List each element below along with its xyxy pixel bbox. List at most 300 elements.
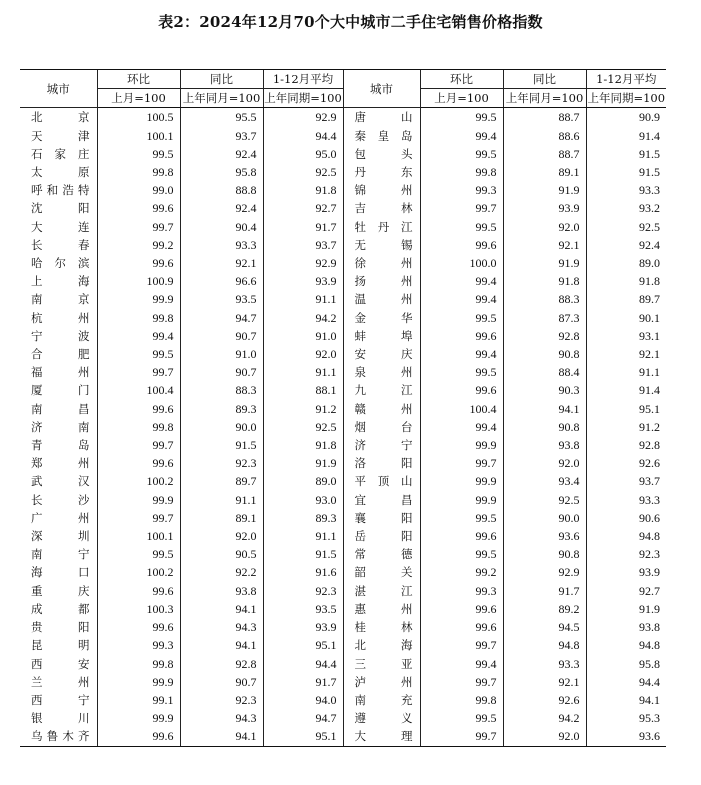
yoy-value: 92.8 bbox=[180, 655, 263, 673]
avg-value: 90.6 bbox=[586, 509, 666, 527]
city-name: 常德 bbox=[343, 545, 420, 563]
mom-value: 99.2 bbox=[97, 236, 180, 254]
city-name: 温州 bbox=[343, 290, 420, 308]
city-name: 北京 bbox=[31, 110, 90, 125]
avg-value: 92.4 bbox=[586, 236, 666, 254]
yoy-value: 90.0 bbox=[180, 418, 263, 436]
table-row bbox=[20, 309, 666, 327]
yoy-value: 88.8 bbox=[180, 181, 263, 199]
yoy-value: 92.5 bbox=[503, 491, 586, 509]
yoy-value: 93.4 bbox=[503, 472, 586, 490]
avg-value: 95.1 bbox=[263, 636, 343, 654]
table-row bbox=[20, 108, 666, 127]
table-row bbox=[20, 272, 666, 290]
yoy-value: 89.1 bbox=[180, 509, 263, 527]
city-name: 丹东 bbox=[343, 163, 420, 181]
table-row bbox=[20, 709, 666, 727]
city-name: 襄阳 bbox=[343, 509, 420, 527]
mom-value: 99.6 bbox=[97, 727, 180, 746]
header-avg: 1-12月平均 bbox=[263, 70, 343, 89]
mom-value: 99.4 bbox=[420, 127, 503, 145]
mom-value: 99.3 bbox=[420, 181, 503, 199]
yoy-value: 89.3 bbox=[180, 400, 263, 418]
city-name: 沈阳 bbox=[31, 201, 90, 216]
table-row bbox=[20, 582, 666, 600]
city-name: 秦皇岛 bbox=[343, 127, 420, 145]
avg-value: 92.5 bbox=[586, 218, 666, 236]
avg-value: 93.5 bbox=[263, 600, 343, 618]
avg-value: 92.7 bbox=[586, 582, 666, 600]
avg-value: 91.5 bbox=[586, 163, 666, 181]
mom-value: 99.5 bbox=[420, 363, 503, 381]
header-avg-base: 上年同期=100 bbox=[586, 89, 666, 108]
price-index-table bbox=[20, 69, 666, 747]
avg-value: 92.5 bbox=[263, 163, 343, 181]
yoy-value: 95.8 bbox=[180, 163, 263, 181]
city-name: 徐州 bbox=[343, 254, 420, 272]
avg-value: 94.2 bbox=[263, 309, 343, 327]
table-row bbox=[20, 236, 666, 254]
table-body bbox=[20, 108, 666, 746]
mom-value: 99.9 bbox=[97, 290, 180, 308]
yoy-value: 92.9 bbox=[503, 563, 586, 581]
yoy-value: 90.0 bbox=[503, 509, 586, 527]
yoy-value: 91.9 bbox=[503, 254, 586, 272]
table-row bbox=[20, 691, 666, 709]
city-name: 呼和浩特 bbox=[31, 183, 90, 198]
avg-value: 90.9 bbox=[586, 108, 666, 127]
city-name: 北海 bbox=[343, 636, 420, 654]
yoy-value: 92.4 bbox=[180, 145, 263, 163]
yoy-value: 91.0 bbox=[180, 345, 263, 363]
yoy-value: 93.5 bbox=[180, 290, 263, 308]
yoy-value: 94.8 bbox=[503, 636, 586, 654]
city-name: 韶关 bbox=[343, 563, 420, 581]
table-row bbox=[20, 527, 666, 545]
avg-value: 95.0 bbox=[263, 145, 343, 163]
mom-value: 99.4 bbox=[420, 655, 503, 673]
mom-value: 99.5 bbox=[97, 145, 180, 163]
city-name: 扬州 bbox=[343, 272, 420, 290]
city-name: 南充 bbox=[343, 691, 420, 709]
yoy-value: 93.9 bbox=[503, 199, 586, 217]
avg-value: 91.9 bbox=[586, 600, 666, 618]
yoy-value: 92.1 bbox=[503, 673, 586, 691]
avg-value: 92.1 bbox=[586, 345, 666, 363]
avg-value: 89.0 bbox=[263, 472, 343, 490]
avg-value: 94.4 bbox=[586, 673, 666, 691]
yoy-value: 93.3 bbox=[503, 655, 586, 673]
yoy-value: 88.7 bbox=[503, 145, 586, 163]
mom-value: 99.8 bbox=[420, 163, 503, 181]
city-name: 银川 bbox=[31, 711, 90, 726]
table-row bbox=[20, 127, 666, 145]
avg-value: 89.3 bbox=[263, 509, 343, 527]
avg-value: 92.8 bbox=[586, 436, 666, 454]
table-row bbox=[20, 163, 666, 181]
city-name: 乌鲁木齐 bbox=[20, 727, 97, 746]
city-name: 湛江 bbox=[343, 582, 420, 600]
avg-value: 93.8 bbox=[586, 618, 666, 636]
mom-value: 99.0 bbox=[97, 181, 180, 199]
yoy-value: 88.3 bbox=[503, 290, 586, 308]
mom-value: 99.1 bbox=[97, 691, 180, 709]
avg-value: 91.4 bbox=[586, 381, 666, 399]
avg-value: 93.3 bbox=[586, 491, 666, 509]
city-name: 成都 bbox=[31, 601, 90, 616]
city-name: 牡丹江 bbox=[343, 218, 420, 236]
mom-value: 99.8 bbox=[97, 309, 180, 327]
avg-value: 91.8 bbox=[586, 272, 666, 290]
table-row bbox=[20, 509, 666, 527]
yoy-value: 94.1 bbox=[180, 600, 263, 618]
avg-value: 91.1 bbox=[263, 363, 343, 381]
yoy-value: 92.3 bbox=[180, 454, 263, 472]
city-name: 惠州 bbox=[343, 600, 420, 618]
city-name: 洛阳 bbox=[343, 454, 420, 472]
yoy-value: 92.1 bbox=[503, 236, 586, 254]
mom-value: 99.7 bbox=[97, 218, 180, 236]
city-name: 海口 bbox=[31, 565, 90, 580]
avg-value: 91.2 bbox=[586, 418, 666, 436]
yoy-value: 88.4 bbox=[503, 363, 586, 381]
avg-value: 89.0 bbox=[586, 254, 666, 272]
yoy-value: 92.2 bbox=[180, 563, 263, 581]
city-name: 太原 bbox=[31, 165, 90, 180]
city-name: 武汉 bbox=[31, 474, 90, 489]
city-name: 长沙 bbox=[31, 492, 90, 507]
mom-value: 99.7 bbox=[97, 363, 180, 381]
header-city: 城市 bbox=[343, 70, 420, 108]
mom-value: 99.6 bbox=[97, 199, 180, 217]
avg-value: 91.1 bbox=[263, 290, 343, 308]
mom-value: 99.6 bbox=[420, 327, 503, 345]
city-name: 安庆 bbox=[343, 345, 420, 363]
city-name: 福州 bbox=[31, 365, 90, 380]
mom-value: 100.5 bbox=[97, 108, 180, 127]
yoy-value: 90.8 bbox=[503, 345, 586, 363]
mom-value: 99.5 bbox=[420, 509, 503, 527]
city-name: 青岛 bbox=[31, 438, 90, 453]
page-title: 表2：2024年12月70个大中城市二手住宅销售价格指数 bbox=[158, 13, 543, 31]
header-yoy-base: 上年同月=100 bbox=[180, 89, 263, 108]
city-name: 杭州 bbox=[31, 310, 90, 325]
avg-value: 95.3 bbox=[586, 709, 666, 727]
city-name: 厦门 bbox=[31, 383, 90, 398]
city-name: 济南 bbox=[31, 419, 90, 434]
yoy-value: 92.8 bbox=[503, 327, 586, 345]
mom-value: 99.5 bbox=[97, 545, 180, 563]
avg-value: 92.9 bbox=[263, 254, 343, 272]
city-name: 岳阳 bbox=[343, 527, 420, 545]
city-name: 合肥 bbox=[31, 347, 90, 362]
mom-value: 99.6 bbox=[97, 254, 180, 272]
avg-value: 91.8 bbox=[263, 436, 343, 454]
table-row bbox=[20, 290, 666, 308]
avg-value: 94.8 bbox=[586, 527, 666, 545]
mom-value: 99.6 bbox=[420, 527, 503, 545]
avg-value: 92.3 bbox=[263, 582, 343, 600]
mom-value: 99.9 bbox=[97, 709, 180, 727]
table-row bbox=[20, 145, 666, 163]
mom-value: 99.6 bbox=[97, 454, 180, 472]
mom-value: 99.7 bbox=[420, 673, 503, 691]
mom-value: 99.7 bbox=[97, 436, 180, 454]
mom-value: 100.3 bbox=[97, 600, 180, 618]
avg-value: 94.7 bbox=[263, 709, 343, 727]
city-name: 上海 bbox=[31, 274, 90, 289]
header-yoy-base: 上年同月=100 bbox=[503, 89, 586, 108]
yoy-value: 94.1 bbox=[180, 727, 263, 746]
yoy-value: 90.7 bbox=[180, 327, 263, 345]
mom-value: 99.4 bbox=[420, 290, 503, 308]
mom-value: 99.9 bbox=[420, 472, 503, 490]
mom-value: 99.7 bbox=[420, 199, 503, 217]
mom-value: 99.7 bbox=[420, 636, 503, 654]
mom-value: 99.8 bbox=[97, 163, 180, 181]
city-name: 济宁 bbox=[343, 436, 420, 454]
avg-value: 95.1 bbox=[586, 400, 666, 418]
yoy-value: 91.9 bbox=[503, 181, 586, 199]
city-name: 长春 bbox=[31, 237, 90, 252]
mom-value: 100.4 bbox=[97, 381, 180, 399]
avg-value: 92.7 bbox=[263, 199, 343, 217]
avg-value: 92.3 bbox=[586, 545, 666, 563]
yoy-value: 92.0 bbox=[503, 727, 586, 746]
avg-value: 93.9 bbox=[263, 618, 343, 636]
avg-value: 91.1 bbox=[586, 363, 666, 381]
avg-value: 93.9 bbox=[263, 272, 343, 290]
yoy-value: 90.5 bbox=[180, 545, 263, 563]
city-name: 唐山 bbox=[343, 108, 420, 127]
city-name: 郑州 bbox=[31, 456, 90, 471]
yoy-value: 94.2 bbox=[503, 709, 586, 727]
yoy-value: 87.3 bbox=[503, 309, 586, 327]
mom-value: 100.2 bbox=[97, 563, 180, 581]
mom-value: 99.4 bbox=[97, 327, 180, 345]
yoy-value: 93.3 bbox=[180, 236, 263, 254]
yoy-value: 94.7 bbox=[180, 309, 263, 327]
mom-value: 99.4 bbox=[420, 345, 503, 363]
city-name: 遵义 bbox=[343, 709, 420, 727]
avg-value: 92.5 bbox=[263, 418, 343, 436]
avg-value: 91.6 bbox=[263, 563, 343, 581]
avg-value: 91.5 bbox=[263, 545, 343, 563]
yoy-value: 88.3 bbox=[180, 381, 263, 399]
mom-value: 99.2 bbox=[420, 563, 503, 581]
avg-value: 89.7 bbox=[586, 290, 666, 308]
table-row bbox=[20, 436, 666, 454]
mom-value: 99.6 bbox=[420, 618, 503, 636]
city-name: 包头 bbox=[343, 145, 420, 163]
yoy-value: 91.8 bbox=[503, 272, 586, 290]
yoy-value: 90.4 bbox=[180, 218, 263, 236]
table-row bbox=[20, 418, 666, 436]
yoy-value: 90.8 bbox=[503, 418, 586, 436]
table-row bbox=[20, 673, 666, 691]
mom-value: 99.8 bbox=[97, 655, 180, 673]
yoy-value: 92.0 bbox=[180, 527, 263, 545]
yoy-value: 94.3 bbox=[180, 709, 263, 727]
table-row bbox=[20, 381, 666, 399]
city-name: 贵阳 bbox=[31, 620, 90, 635]
city-name: 深圳 bbox=[31, 529, 90, 544]
avg-value: 92.6 bbox=[586, 454, 666, 472]
table-row bbox=[20, 618, 666, 636]
yoy-value: 91.7 bbox=[503, 582, 586, 600]
table-row bbox=[20, 363, 666, 381]
mom-value: 99.9 bbox=[420, 491, 503, 509]
header-city: 城市 bbox=[20, 70, 97, 108]
city-name: 天津 bbox=[31, 128, 90, 143]
yoy-value: 91.5 bbox=[180, 436, 263, 454]
city-name: 重庆 bbox=[31, 583, 90, 598]
mom-value: 99.6 bbox=[420, 381, 503, 399]
yoy-value: 91.1 bbox=[180, 491, 263, 509]
yoy-value: 89.7 bbox=[180, 472, 263, 490]
city-name: 烟台 bbox=[343, 418, 420, 436]
avg-value: 93.0 bbox=[263, 491, 343, 509]
yoy-value: 89.1 bbox=[503, 163, 586, 181]
yoy-value: 89.2 bbox=[503, 600, 586, 618]
table-row bbox=[20, 199, 666, 217]
city-name: 宜昌 bbox=[343, 491, 420, 509]
mom-value: 100.9 bbox=[97, 272, 180, 290]
avg-value: 94.1 bbox=[586, 691, 666, 709]
avg-value: 93.6 bbox=[586, 727, 666, 746]
yoy-value: 93.8 bbox=[503, 436, 586, 454]
city-name: 桂林 bbox=[343, 618, 420, 636]
avg-value: 93.7 bbox=[263, 236, 343, 254]
mom-value: 100.1 bbox=[97, 127, 180, 145]
yoy-value: 94.3 bbox=[180, 618, 263, 636]
mom-value: 99.5 bbox=[420, 218, 503, 236]
yoy-value: 88.7 bbox=[503, 108, 586, 127]
mom-value: 99.4 bbox=[420, 418, 503, 436]
city-name: 昆明 bbox=[31, 638, 90, 653]
yoy-value: 92.1 bbox=[180, 254, 263, 272]
yoy-value: 96.6 bbox=[180, 272, 263, 290]
city-name: 大连 bbox=[31, 219, 90, 234]
yoy-value: 93.6 bbox=[503, 527, 586, 545]
header-mom-base: 上月=100 bbox=[97, 89, 180, 108]
avg-value: 94.4 bbox=[263, 127, 343, 145]
mom-value: 99.7 bbox=[420, 727, 503, 746]
mom-value: 99.5 bbox=[420, 709, 503, 727]
city-name: 大理 bbox=[343, 727, 420, 746]
yoy-value: 90.8 bbox=[503, 545, 586, 563]
city-name: 锦州 bbox=[343, 181, 420, 199]
avg-value: 91.9 bbox=[263, 454, 343, 472]
header-avg: 1-12月平均 bbox=[586, 70, 666, 89]
mom-value: 99.6 bbox=[97, 618, 180, 636]
yoy-value: 94.1 bbox=[180, 636, 263, 654]
yoy-value: 90.7 bbox=[180, 363, 263, 381]
city-name: 南宁 bbox=[31, 547, 90, 562]
avg-value: 91.7 bbox=[263, 673, 343, 691]
mom-value: 99.6 bbox=[97, 400, 180, 418]
avg-value: 93.3 bbox=[586, 181, 666, 199]
city-name: 金华 bbox=[343, 309, 420, 327]
city-name: 九江 bbox=[343, 381, 420, 399]
avg-value: 93.7 bbox=[586, 472, 666, 490]
table-row bbox=[20, 491, 666, 509]
city-name: 泉州 bbox=[343, 363, 420, 381]
mom-value: 99.8 bbox=[97, 418, 180, 436]
avg-value: 94.0 bbox=[263, 691, 343, 709]
avg-value: 94.8 bbox=[586, 636, 666, 654]
yoy-value: 92.6 bbox=[503, 691, 586, 709]
table-row bbox=[20, 655, 666, 673]
yoy-value: 92.4 bbox=[180, 199, 263, 217]
mom-value: 99.9 bbox=[420, 436, 503, 454]
table-row bbox=[20, 400, 666, 418]
city-name: 广州 bbox=[31, 510, 90, 525]
header-mom: 环比 bbox=[97, 70, 180, 89]
mom-value: 100.2 bbox=[97, 472, 180, 490]
city-name: 平顶山 bbox=[343, 472, 420, 490]
avg-value: 95.8 bbox=[586, 655, 666, 673]
city-name: 石家庄 bbox=[31, 146, 90, 161]
mom-value: 99.5 bbox=[420, 145, 503, 163]
city-name: 兰州 bbox=[31, 674, 90, 689]
city-name: 南京 bbox=[31, 292, 90, 307]
yoy-value: 95.5 bbox=[180, 108, 263, 127]
table-row bbox=[20, 218, 666, 236]
mom-value: 99.7 bbox=[97, 509, 180, 527]
mom-value: 99.4 bbox=[420, 272, 503, 290]
city-name: 吉林 bbox=[343, 199, 420, 217]
avg-value: 88.1 bbox=[263, 381, 343, 399]
mom-value: 99.5 bbox=[420, 108, 503, 127]
header-mom-base: 上月=100 bbox=[420, 89, 503, 108]
yoy-value: 88.6 bbox=[503, 127, 586, 145]
mom-value: 99.3 bbox=[97, 636, 180, 654]
mom-value: 99.6 bbox=[420, 600, 503, 618]
mom-value: 100.4 bbox=[420, 400, 503, 418]
yoy-value: 90.7 bbox=[180, 673, 263, 691]
city-name: 泸州 bbox=[343, 673, 420, 691]
table-row bbox=[20, 181, 666, 199]
city-name: 赣州 bbox=[343, 400, 420, 418]
city-name: 南昌 bbox=[31, 401, 90, 416]
avg-value: 92.0 bbox=[263, 345, 343, 363]
city-name: 宁波 bbox=[31, 328, 90, 343]
mom-value: 99.9 bbox=[97, 491, 180, 509]
table-row bbox=[20, 254, 666, 272]
yoy-value: 92.0 bbox=[503, 454, 586, 472]
mom-value: 99.5 bbox=[97, 345, 180, 363]
table-row bbox=[20, 636, 666, 654]
yoy-value: 92.3 bbox=[180, 691, 263, 709]
avg-value: 91.4 bbox=[586, 127, 666, 145]
avg-value: 91.0 bbox=[263, 327, 343, 345]
header-yoy: 同比 bbox=[503, 70, 586, 89]
city-name: 蚌埠 bbox=[343, 327, 420, 345]
avg-value: 93.2 bbox=[586, 199, 666, 217]
yoy-value: 90.3 bbox=[503, 381, 586, 399]
avg-value: 95.1 bbox=[263, 727, 343, 746]
mom-value: 99.6 bbox=[420, 236, 503, 254]
yoy-value: 94.1 bbox=[503, 400, 586, 418]
mom-value: 100.0 bbox=[420, 254, 503, 272]
header-avg-base: 上年同期=100 bbox=[263, 89, 343, 108]
table-row bbox=[20, 345, 666, 363]
header-yoy: 同比 bbox=[180, 70, 263, 89]
mom-value: 99.6 bbox=[97, 582, 180, 600]
avg-value: 91.2 bbox=[263, 400, 343, 418]
mom-value: 99.3 bbox=[420, 582, 503, 600]
